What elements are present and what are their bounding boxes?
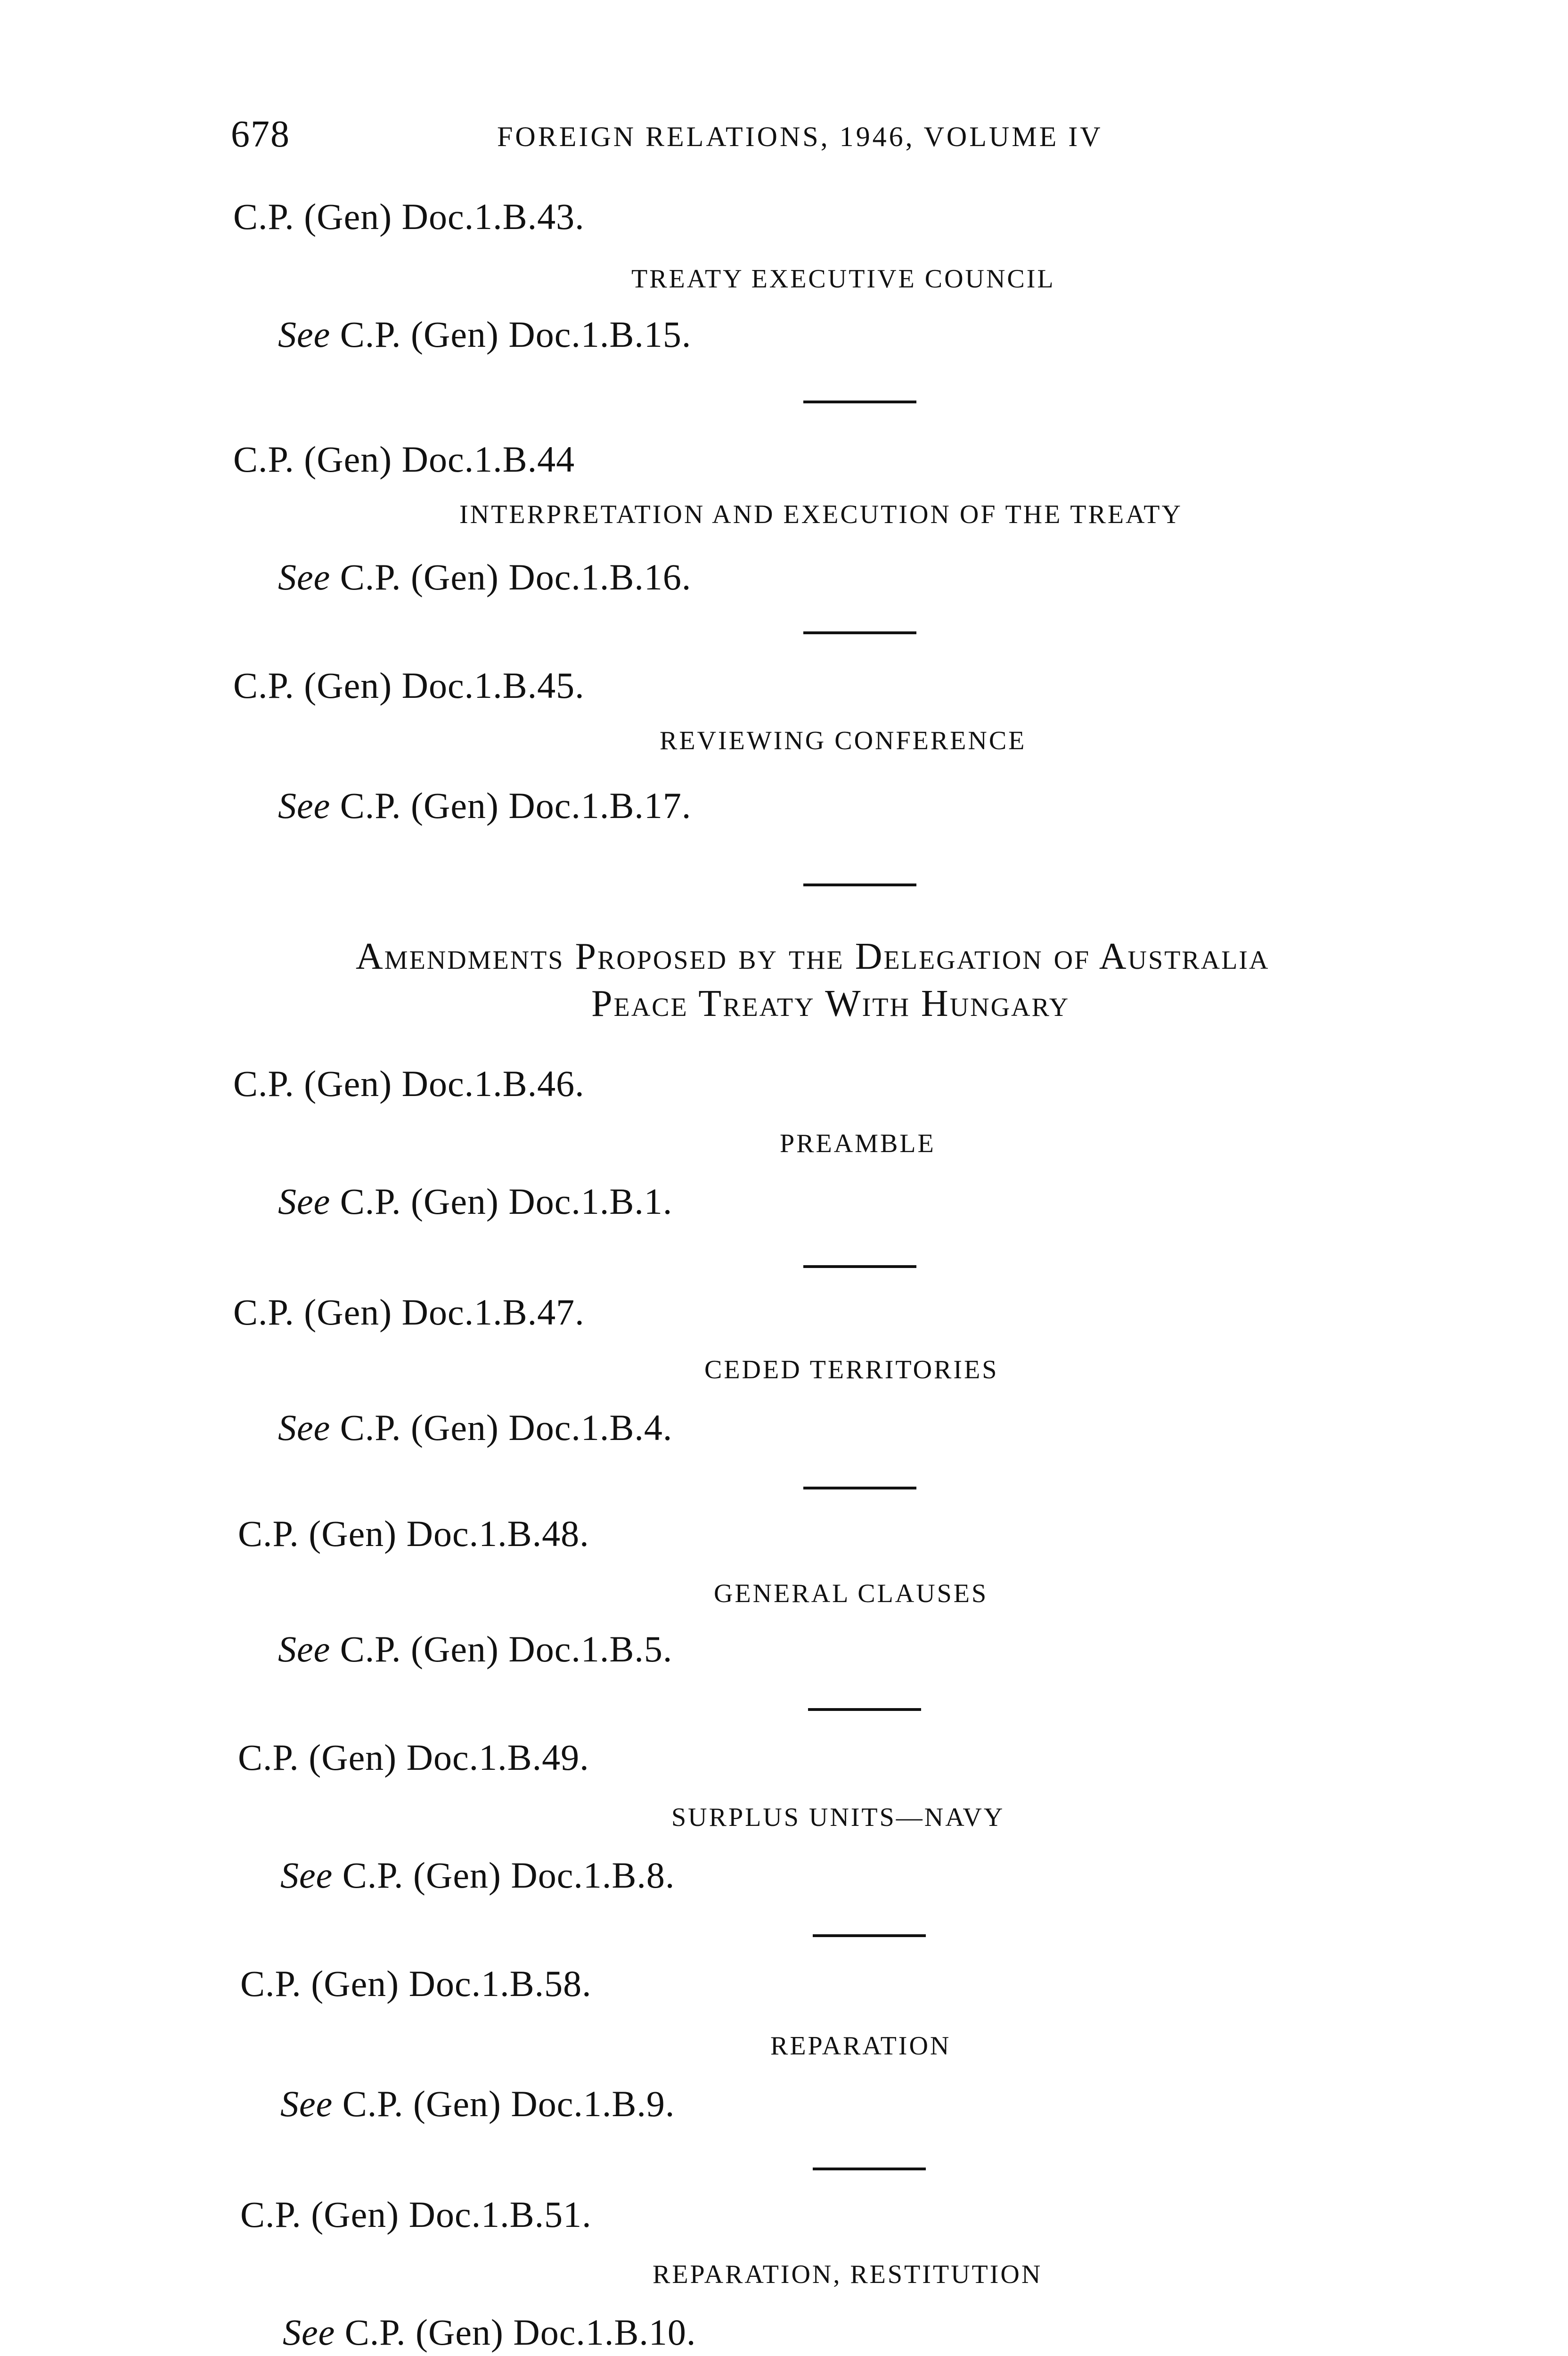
see-word: See	[280, 2083, 333, 2124]
doc-id: C.P. (Gen) Doc.1.B.49.	[238, 1737, 589, 1778]
see-reference	[280, 1854, 675, 1897]
separator-rule	[803, 631, 916, 634]
doc-id: C.P. (Gen) Doc.1.B.44	[233, 439, 575, 480]
section-heading-line-2: Peace Treaty With Hungary	[591, 983, 1070, 1024]
separator-rule	[803, 884, 916, 886]
separator-rule	[808, 1708, 921, 1711]
see-word: See	[278, 556, 331, 597]
doc-id: C.P. (Gen) Doc.1.B.45.	[233, 665, 585, 706]
see-reference	[278, 1628, 672, 1670]
see-target: C.P. (Gen) Doc.1.B.9.	[333, 2083, 675, 2124]
section-title: TREATY EXECUTIVE COUNCIL	[631, 264, 1055, 294]
see-word: See	[278, 1628, 331, 1669]
section-title: PREAMBLE	[780, 1129, 936, 1158]
see-word: See	[278, 785, 331, 826]
see-word: See	[278, 1181, 331, 1222]
doc-id: C.P. (Gen) Doc.1.B.48.	[238, 1513, 589, 1554]
see-word: See	[280, 1855, 333, 1896]
doc-id: C.P. (Gen) Doc.1.B.43.	[233, 196, 585, 237]
see-reference	[283, 2311, 696, 2354]
see-reference	[278, 1407, 672, 1449]
doc-id: C.P. (Gen) Doc.1.B.47.	[233, 1292, 585, 1333]
see-reference	[278, 1180, 672, 1223]
see-target: C.P. (Gen) Doc.1.B.4.	[330, 1407, 673, 1448]
see-target: C.P. (Gen) Doc.1.B.5.	[330, 1628, 673, 1669]
section-title: REPARATION, RESTITUTION	[653, 2260, 1043, 2289]
see-reference	[280, 2083, 675, 2125]
see-target: C.P. (Gen) Doc.1.B.16.	[330, 556, 692, 597]
separator-rule	[813, 2168, 926, 2170]
see-word: See	[278, 1407, 331, 1448]
see-word: See	[278, 314, 331, 355]
see-target: C.P. (Gen) Doc.1.B.10.	[335, 2312, 696, 2353]
separator-rule	[803, 1487, 916, 1489]
see-target: C.P. (Gen) Doc.1.B.17.	[330, 785, 692, 826]
section-title: GENERAL CLAUSES	[714, 1579, 988, 1608]
section-title: SURPLUS UNITS—NAVY	[671, 1803, 1005, 1832]
see-target: C.P. (Gen) Doc.1.B.1.	[330, 1181, 673, 1222]
see-reference	[278, 556, 691, 598]
see-reference	[278, 785, 691, 827]
separator-rule	[803, 1265, 916, 1268]
section-title: REVIEWING CONFERENCE	[660, 726, 1027, 755]
see-target: C.P. (Gen) Doc.1.B.8.	[333, 1855, 675, 1896]
page-number: 678	[231, 114, 290, 155]
running-head: FOREIGN RELATIONS, 1946, VOLUME IV	[497, 121, 1103, 152]
see-target: C.P. (Gen) Doc.1.B.15.	[330, 314, 692, 355]
doc-id: C.P. (Gen) Doc.1.B.46.	[233, 1063, 585, 1104]
separator-rule	[813, 1934, 926, 1937]
section-title: INTERPRETATION AND EXECUTION OF THE TREATY	[459, 500, 1183, 529]
doc-id: C.P. (Gen) Doc.1.B.51.	[240, 2194, 592, 2235]
doc-id: C.P. (Gen) Doc.1.B.58.	[240, 1963, 592, 2004]
section-title: REPARATION	[770, 2031, 951, 2061]
section-heading-line-1: Amendments Proposed by the Delegation of Australia	[356, 936, 1270, 977]
see-word: See	[283, 2312, 335, 2353]
see-reference	[278, 313, 691, 356]
section-title: CEDED TERRITORIES	[704, 1355, 999, 1384]
separator-rule	[803, 401, 916, 403]
page-header	[231, 113, 1267, 160]
